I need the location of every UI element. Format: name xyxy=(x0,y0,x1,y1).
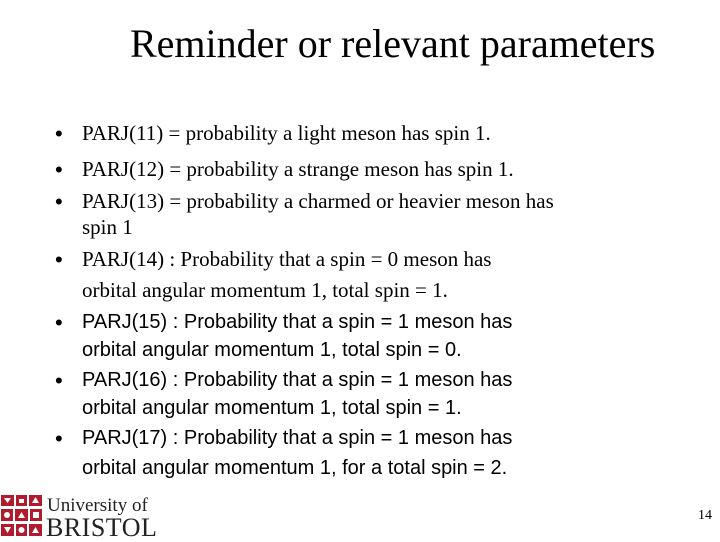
bullet-text-line: PARJ(14) : Probability that a spin = 0 meson has xyxy=(82,247,492,271)
bullet-text-line: PARJ(12) = probability a strange meson has spin 1. xyxy=(82,157,514,181)
bullet-text-line: spin 1 xyxy=(82,215,133,239)
crest-icon xyxy=(0,493,44,539)
bullet-dot: • xyxy=(55,368,63,393)
bullet-text-line: orbital angular momentum 1, total spin = 1. xyxy=(82,278,448,302)
bullet-text-line: PARJ(16) : Probability that a spin = 1 meson has xyxy=(82,369,513,391)
bullet-text-line: PARJ(11) = probability a light meson has spin 1. xyxy=(82,121,491,145)
bullet-dot: • xyxy=(55,247,63,272)
bullet-dot: • xyxy=(55,426,63,451)
page-number: 14 xyxy=(698,508,712,523)
bullet-text-line: orbital angular momentum 1, for a total spin = 2. xyxy=(82,457,508,479)
university-logo xyxy=(0,493,158,542)
bullet-text-line: orbital angular momentum 1, total spin = 0. xyxy=(82,339,462,361)
bullet-dot: • xyxy=(55,189,63,214)
logo-text-bristol: BRISTOL xyxy=(46,513,158,542)
slide-title: Reminder or relevant parameters xyxy=(130,21,656,66)
bullet-text-line: orbital angular momentum 1, total spin = 1. xyxy=(82,397,462,419)
bullet-dot: • xyxy=(55,121,63,146)
bullet-text-line: PARJ(17) : Probability that a spin = 1 meson has xyxy=(82,427,513,449)
bullet-dot: • xyxy=(55,310,63,335)
bullet-text-line: PARJ(15) : Probability that a spin = 1 meson has xyxy=(82,311,513,333)
bullet-dot: • xyxy=(55,157,63,182)
bullet-text-line: PARJ(13) = probability a charmed or heavier meson has xyxy=(82,189,554,213)
logo-text-university: University of xyxy=(47,495,148,516)
